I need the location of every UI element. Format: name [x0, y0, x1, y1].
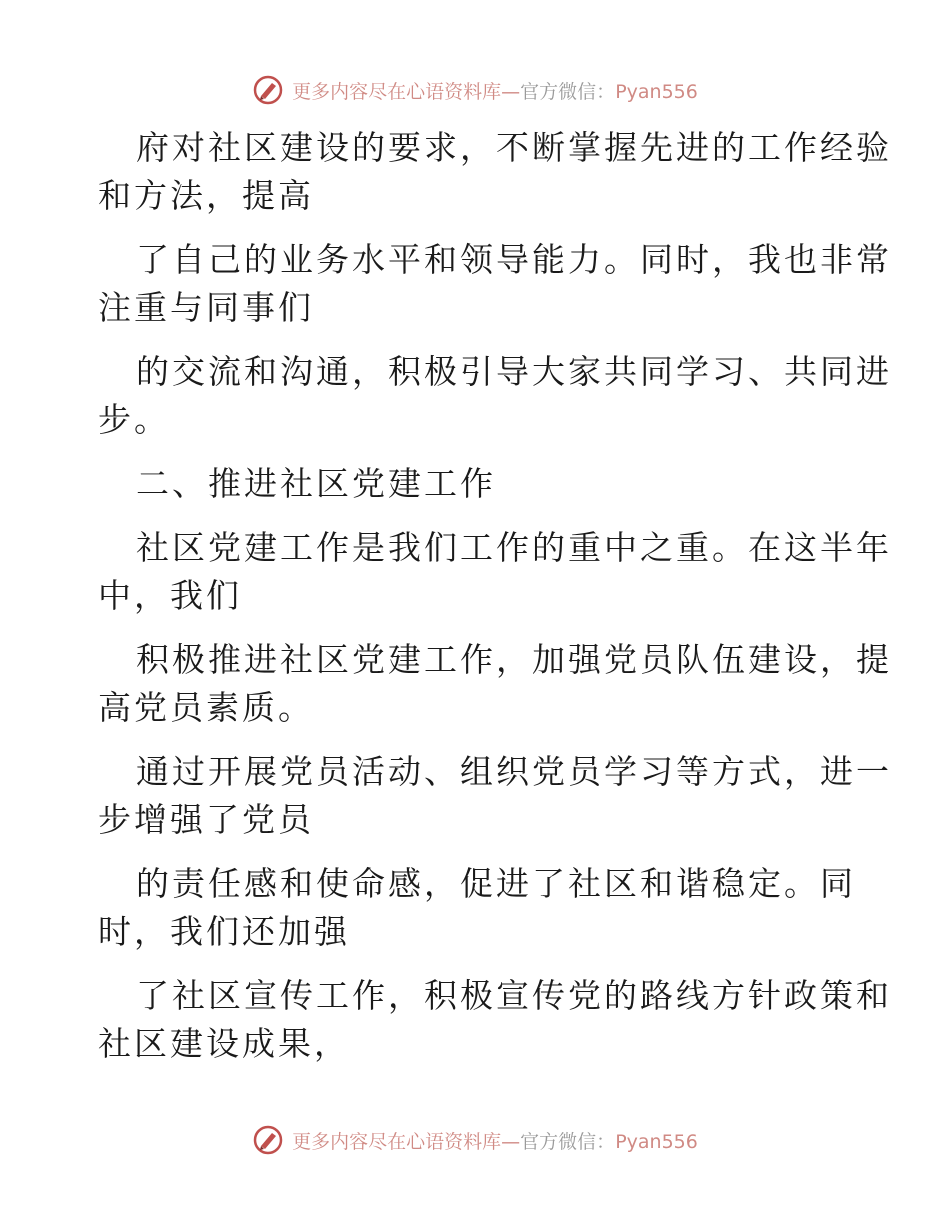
text-line: 社区建设成果，: [98, 1024, 350, 1063]
watermark-dash: —: [501, 1130, 521, 1153]
watermark-site-text: 更多内容尽在心语资料库: [292, 1130, 502, 1153]
watermark-wechat-id: Pyan556: [615, 1130, 698, 1153]
watermark-wechat-label: 官方微信：: [520, 1130, 616, 1153]
text-line: 步增强了党员: [98, 800, 314, 839]
text-line: 的责任感和使命感，促进了社区和谐稳定。同: [136, 864, 856, 903]
watermark-text: [292, 1127, 698, 1154]
text-line: 积极推进社区党建工作，加强党员队伍建设，提: [136, 640, 892, 679]
text-line: 和方法，提高: [98, 176, 314, 215]
text-line: 注重与同事们: [98, 288, 314, 327]
text-line: 高党员素质。: [98, 688, 314, 727]
text-line: 了自己的业务水平和领导能力。同时，我也非常: [136, 240, 892, 279]
watermark-text: [292, 77, 698, 104]
text-line: 步。: [98, 400, 170, 439]
text-line: 通过开展党员活动、组织党员学习等方式，进一: [136, 752, 892, 791]
pen-logo-icon: [252, 1124, 284, 1156]
text-line: 中，我们: [98, 576, 242, 615]
text-line: 社区党建工作是我们工作的重中之重。在这半年: [136, 528, 892, 567]
header-watermark: [0, 70, 950, 110]
text-line: 的交流和沟通，积极引导大家共同学习、共同进: [136, 352, 892, 391]
document-body: [98, 124, 892, 1068]
text-line: 了社区宣传工作，积极宣传党的路线方针政策和: [136, 976, 892, 1015]
section-heading: 二、推进社区党建工作: [136, 464, 496, 503]
text-line: 时，我们还加强: [98, 912, 350, 951]
pen-logo-icon: [252, 74, 284, 106]
watermark-dash: —: [501, 80, 521, 103]
text-line: 府对社区建设的要求，不断掌握先进的工作经验: [136, 128, 892, 167]
watermark-site-text: 更多内容尽在心语资料库: [292, 80, 502, 103]
watermark-wechat-label: 官方微信：: [520, 80, 616, 103]
footer-watermark: [0, 1120, 950, 1160]
watermark-wechat-id: Pyan556: [615, 80, 698, 103]
